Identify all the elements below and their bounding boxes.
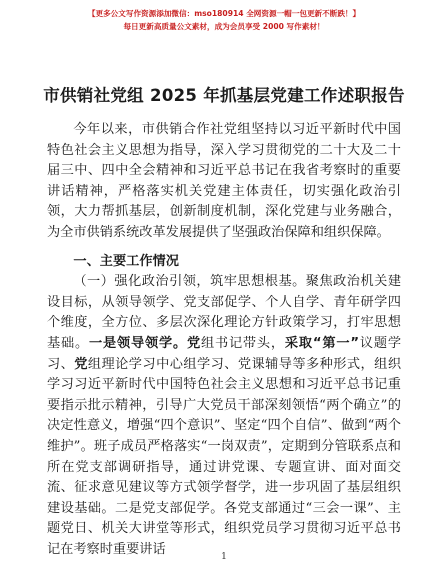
report-title: 市供销社党组 2025 年抓基层党建工作述职报告 bbox=[43, 86, 405, 105]
promo-line-2: 每日更新高质量公文素材，成为会员享受 2000 写作素材！ bbox=[123, 22, 325, 31]
report-body bbox=[47, 120, 401, 560]
subsection-1-paragraph bbox=[47, 272, 401, 560]
point-1-bold-b: 采取“第一” bbox=[284, 335, 360, 351]
intro-paragraph: 今年以来，市供销合作社党组坚持以习近平新时代中国特色社会主义思想为指导，深入学习贯彻党的二十大及二十届三中、四中全会精神和习近平总书记在我省考察时的重要讲话精神，严格落实机关党建主体责任，切实强化政治引领，大力帮抓基层，创新制度机制，深化党建与业务融合，为全市供销系统改革发展提供了坚强政治保障和组织保障。 bbox=[47, 122, 401, 240]
point-1-bold-a: 党 bbox=[186, 335, 201, 351]
section-heading: 一、主要工作情况 bbox=[73, 253, 179, 269]
point-1-bold-c: 党 bbox=[74, 356, 88, 372]
subsection-1-text: 聚焦政治机关建设目标，从领导领学、党支部促学、个人自学、青年研学四个维度，全方位、多层次深化理论方针政策学习，打牢思想基础。 bbox=[47, 274, 402, 351]
point-1-text-b: 议题学习、 bbox=[47, 335, 402, 372]
point-1-text-a: 组书记带头， bbox=[200, 335, 285, 351]
subsection-1-heading: （一）强化政治引领，筑牢思想根基。 bbox=[73, 274, 306, 290]
promo-banner bbox=[0, 8, 448, 32]
point-1-heading: 一是领导领学。 bbox=[88, 335, 187, 351]
point-1-text-c: 组理论学习中心组学习、党课辅导等多种形式，组织学习习近平新时代中国特色社会主义思想和习近平总书记重要指示批示精神，引导广大党员干部深刻领悟“两个确立”的决定性意义，增强“四个意识”、坚定“四个自信”、做到“两个维护”。班子成员严格落实“一岗双责”，定期到分管联系点和所在党支部调研指导，通过讲党课、专题宣讲、面对面交流、征求意见建议等方式领学督学，进一步巩固了基层组织建设基础。二是党支部促学。各党支部通过“三会一课”、主题党日、机关大讲堂等形式，组织党员学习贯彻习近平总书记在考察时重要讲话 bbox=[47, 356, 402, 557]
page-number: 1 bbox=[221, 552, 227, 562]
promo-line-1: 【更多公文写作资源添加微信：mso180914 全网资源一帽一包更新不断跌！】 bbox=[87, 9, 361, 18]
